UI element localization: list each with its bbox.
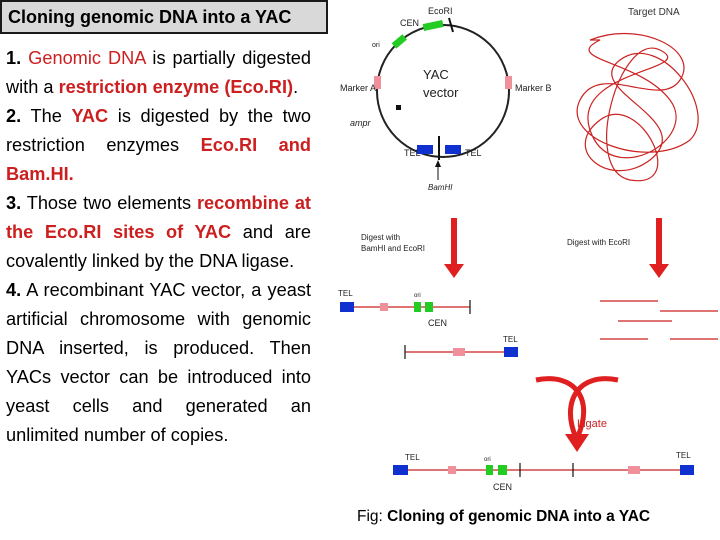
yac-vector-label-1: YAC — [423, 67, 449, 82]
marker-b-segment — [505, 76, 512, 89]
recombinant-ori-label: ori — [484, 457, 491, 463]
step-3-text-b: and are covalently linked by the DNA ligase. — [6, 222, 311, 271]
digest-left-arrow-shaft — [451, 218, 457, 266]
step-3-number: 3. — [6, 193, 22, 213]
ecori-label: EcoRI — [428, 6, 453, 16]
fragment-1-tel — [340, 302, 354, 312]
recombinant-cen — [498, 465, 507, 475]
target-dna-scribble — [577, 34, 698, 181]
fragment-1-ori — [414, 302, 421, 312]
ori-label: ori — [372, 42, 380, 49]
bamhi-pointer-head — [435, 160, 441, 167]
step-1-enzyme: restriction enzyme (Eco.RI) — [58, 77, 294, 97]
step-1-genomic-dna: Genomic DNA — [21, 48, 146, 68]
step-2-enzymes: Eco.RI and Bam.HI. — [6, 135, 312, 184]
step-2-number: 2. — [6, 106, 22, 126]
figure-caption — [357, 508, 650, 526]
tel-right-segment — [445, 145, 461, 154]
fragment-1-cen-label: CEN — [428, 318, 448, 328]
recombinant-marker-b — [628, 466, 640, 474]
step-3-text-a: Those two elements — [21, 193, 197, 213]
step-2-text-a: The — [21, 106, 72, 126]
fragment-2-tel — [504, 347, 518, 357]
step-4-number: 4. — [6, 280, 22, 300]
step-4-text: A recombinant YAC vector, a yeast artificial chromosome with genomic DNA inserted, is produced. Then YACs vector can be introduced into yeast cells and generated an unlimited number of copies. — [6, 280, 311, 445]
digest-left-arrow-head — [444, 264, 464, 278]
target-dna-label: Target DNA — [628, 7, 680, 18]
step-2-text-b: is digested by the two restriction enzymes — [6, 106, 311, 155]
fragment-2-marker — [453, 348, 465, 356]
fragment-1-marker — [380, 303, 388, 311]
fragment-1-tel-label: TEL — [338, 289, 353, 298]
digest-right-label: Digest with EcoRI — [567, 238, 631, 247]
ligate-arrow-head — [565, 434, 589, 452]
recombinant-tel-left — [393, 465, 408, 475]
caption-prefix: Fig: — [357, 508, 388, 525]
step-1-number: 1. — [6, 48, 22, 68]
marker-a-label: Marker A — [340, 83, 377, 93]
cen-segment — [423, 20, 444, 31]
step-1-end: . — [293, 77, 299, 97]
slide-title: Cloning genomic DNA into a YAC — [0, 0, 328, 34]
recombinant-tel-right — [680, 465, 694, 475]
step-1-text: is partially digested with a — [6, 48, 312, 97]
ligate-label: Ligate — [577, 418, 607, 430]
digest-left-line1: Digest with — [361, 233, 401, 242]
recombinant-tel-left-label: TEL — [405, 453, 420, 462]
caption-text: Cloning of genomic DNA into a YAC — [387, 508, 651, 525]
marker-b-label: Marker B — [515, 83, 552, 93]
fragment-2-tel-label: TEL — [503, 335, 518, 344]
bamhi-label: BamHI — [428, 183, 453, 192]
step-3-recombine: recombine at the Eco.RI sites of YAC — [6, 193, 311, 242]
fragment-1-cen — [425, 302, 433, 312]
recombinant-tel-right-label: TEL — [676, 451, 691, 460]
digest-right-arrow-head — [649, 264, 669, 278]
yac-vector-label-2: vector — [423, 85, 459, 100]
fragment-1-ori-label: ori — [414, 293, 421, 299]
tel-left-label: TEL — [404, 148, 421, 158]
digest-right-arrow-shaft — [656, 218, 662, 266]
recombinant-ori — [486, 465, 493, 475]
digest-left-line2: BamHI and EcoRI — [361, 244, 426, 253]
cen-label: CEN — [400, 18, 420, 28]
recombinant-cen-label: CEN — [493, 482, 513, 492]
step-2-yac: YAC — [71, 106, 109, 126]
tel-right-label: TEL — [465, 148, 482, 158]
ampr-label: ampr — [350, 118, 371, 128]
recombinant-marker-a — [448, 466, 456, 474]
ampr-site — [396, 105, 401, 110]
